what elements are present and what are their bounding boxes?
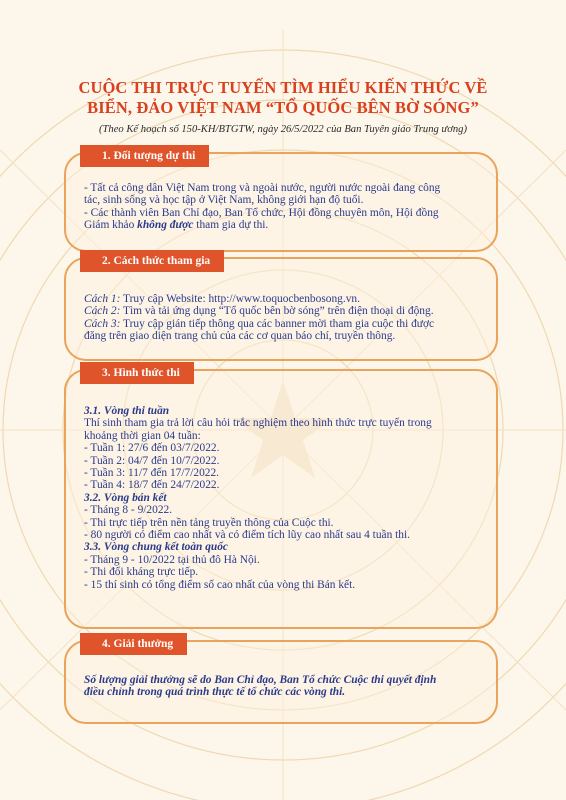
- week-2: - Tuần 2: 04/7 đến 10/7/2022.: [84, 454, 220, 467]
- weekly-round-desc-1: Thí sinh tham gia trả lời câu hỏi trắc nghiệm theo hình thức trực tuyến trong: [84, 417, 432, 430]
- section-participants: [64, 152, 498, 252]
- method-3: [84, 318, 482, 330]
- semifinal-item-2: - Thi trực tiếp trên nền tảng truyền thông của Cuộc thi.: [84, 516, 334, 529]
- section-competition-format: [64, 369, 498, 629]
- section-format-tab: 3. Hình thức thi: [80, 362, 194, 384]
- method-3-label: Cách 3:: [84, 317, 121, 330]
- section-methods-tab: 2. Cách thức tham gia: [80, 250, 224, 272]
- section-methods-content: [84, 293, 482, 343]
- page-title-line-2: BIỂN, ĐẢO VIỆT NAM “TỔ QUỐC BÊN BỜ SÓNG”: [87, 98, 479, 117]
- method-1-text: Truy cập Website: http://www.toquocbenbosong.vn.: [120, 293, 360, 305]
- week-3: - Tuần 3: 11/7 đến 17/7/2022.: [84, 467, 220, 480]
- section-participants-tab: 1. Đối tượng dự thi: [80, 145, 209, 167]
- method-3-cont: đăng trên giao diện trang chủ của các cơ quan báo chí, truyền thông.: [84, 330, 396, 343]
- participants-line-4c: tham gia dự thi.: [193, 219, 269, 232]
- final-item-2: - Thi đối kháng trực tiếp.: [84, 566, 199, 579]
- final-item-1: - Tháng 9 - 10/2022 tại thủ đô Hà Nội.: [84, 553, 260, 566]
- method-1-label: Cách 1:: [84, 293, 121, 305]
- section-prizes-content: [84, 674, 482, 699]
- section-participation-methods: [64, 257, 498, 361]
- semifinal-heading: 3.2. Vòng bán kết: [84, 491, 167, 504]
- method-2-text: Tìm và tải ứng dụng “Tổ quốc bên bờ sóng” trên điện thoại di động.: [120, 305, 434, 318]
- section-format-content: [84, 405, 482, 591]
- final-heading: 3.3. Vòng chung kết toàn quốc: [84, 541, 228, 554]
- page-title-line-1: CUỘC THI TRỰC TUYẾN TÌM HIỂU KIẾN THỨC VỀ: [78, 78, 488, 97]
- section-prizes-tab: 4. Giải thưởng: [80, 633, 187, 655]
- section-participants-content: [84, 182, 482, 232]
- participants-line-4: [84, 219, 482, 231]
- participants-line-1: - Tất cả công dân Việt Nam trong và ngoài nước, người nước ngoài đang công: [84, 182, 441, 194]
- prizes-line-2: điều chỉnh trong quá trình thực tế tổ chức các vòng thi.: [84, 686, 346, 699]
- weekly-round-desc-2: khoảng thời gian 04 tuần:: [84, 429, 201, 442]
- week-1: - Tuần 1: 27/6 đến 03/7/2022.: [84, 442, 220, 455]
- method-2: [84, 305, 482, 317]
- semifinal-item-1: - Tháng 8 - 9/2022.: [84, 504, 173, 517]
- participants-line-2: tác, sinh sống và học tập ở Việt Nam, không giới hạn độ tuổi.: [84, 194, 364, 207]
- method-3-text: Truy cập gián tiếp thông qua các banner mời tham gia cuộc thi được: [120, 317, 435, 330]
- semifinal-item-3: - 80 người có điểm cao nhất và có điểm tích lũy cao nhất sau 4 tuần thi.: [84, 529, 410, 542]
- section-prizes: [64, 640, 498, 724]
- participants-emphasis: không được: [137, 219, 194, 232]
- weekly-round-heading: 3.1. Vòng thi tuần: [84, 405, 170, 417]
- method-1: [84, 293, 482, 305]
- final-item-3: - 15 thí sinh có tổng điểm số cao nhất của vòng thi Bán kết.: [84, 578, 356, 591]
- participants-line-4a: Giám khảo: [84, 219, 138, 232]
- method-2-label: Cách 2:: [84, 305, 121, 318]
- week-4: - Tuần 4: 18/7 đến 24/7/2022.: [84, 479, 220, 492]
- prizes-line-1: Số lượng giải thưởng sẽ do Ban Chỉ đạo, Ban Tổ chức Cuộc thi quyết định: [84, 674, 437, 686]
- page-subtitle: (Theo Kế hoạch số 150-KH/BTGTW, ngày 26/5/2022 của Ban Tuyên giáo Trung ương): [99, 124, 467, 135]
- participants-line-3: - Các thành viên Ban Chỉ đạo, Ban Tổ chức, Hội đồng chuyên môn, Hội đồng: [84, 206, 439, 219]
